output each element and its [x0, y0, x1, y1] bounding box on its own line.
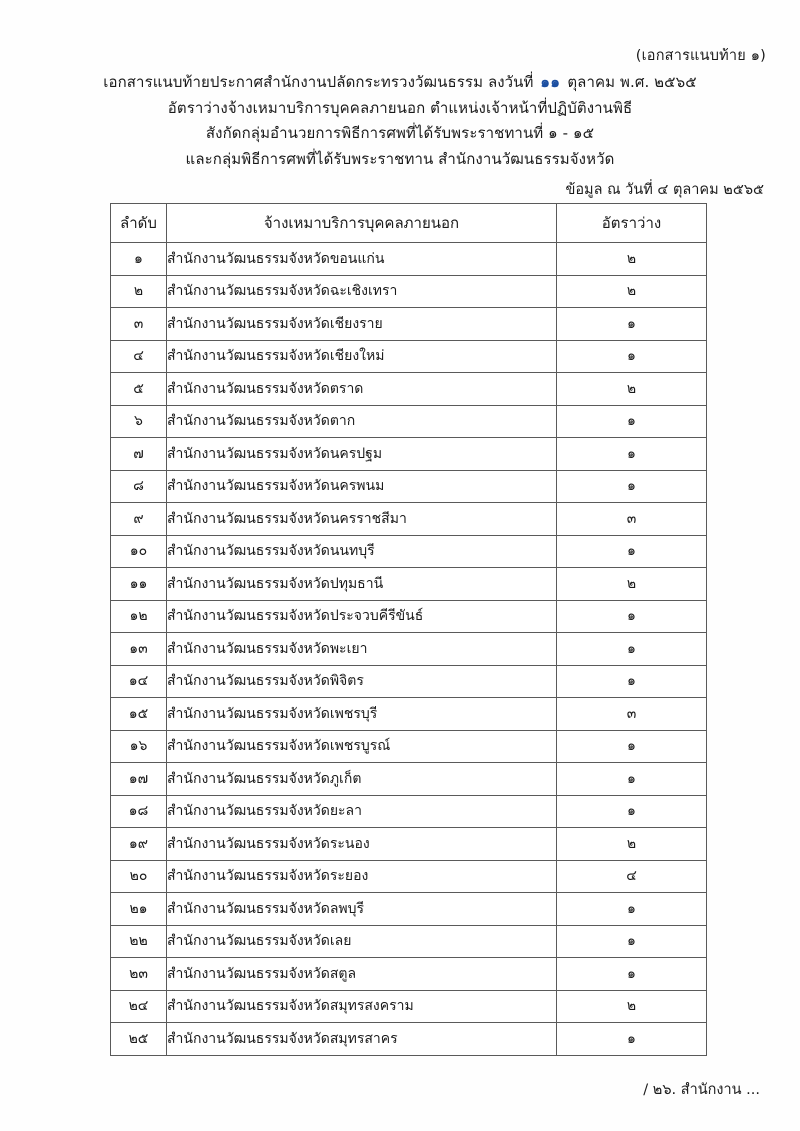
- table-row: [111, 958, 707, 991]
- cell-no: ๒๐: [111, 860, 167, 893]
- handwritten-date-number: ๑๑: [540, 73, 561, 91]
- table-row: [111, 990, 707, 1023]
- document-title-block: [0, 70, 800, 172]
- cell-vacancy-count: ๑: [557, 438, 707, 471]
- cell-office-name: สำนักงานวัฒนธรรมจังหวัดเชียงใหม่: [167, 340, 557, 373]
- cell-office-name: สำนักงานวัฒนธรรมจังหวัดฉะเชิงเทรา: [167, 275, 557, 308]
- cell-office-name: สำนักงานวัฒนธรรมจังหวัดสมุทรสาคร: [167, 1023, 557, 1056]
- cell-vacancy-count: ๑: [557, 340, 707, 373]
- table-row: [111, 503, 707, 536]
- cell-office-name: สำนักงานวัฒนธรรมจังหวัดสมุทรสงคราม: [167, 990, 557, 1023]
- cell-office-name: สำนักงานวัฒนธรรมจังหวัดขอนแก่น: [167, 243, 557, 276]
- cell-office-name: สำนักงานวัฒนธรรมจังหวัดเชียงราย: [167, 308, 557, 341]
- table-header-row: [111, 204, 707, 243]
- cell-office-name: สำนักงานวัฒนธรรมจังหวัดนครปฐม: [167, 438, 557, 471]
- cell-office-name: สำนักงานวัฒนธรรมจังหวัดเลย: [167, 925, 557, 958]
- cell-vacancy-count: ๑: [557, 535, 707, 568]
- cell-vacancy-count: ๑: [557, 308, 707, 341]
- title-line-4: และกลุ่มพิธีการศพที่ได้รับพระราชทาน สำนักงานวัฒนธรรมจังหวัด: [185, 149, 615, 168]
- cell-vacancy-count: ๓: [557, 698, 707, 731]
- cell-no: ๑๐: [111, 535, 167, 568]
- cell-vacancy-count: ๒: [557, 828, 707, 861]
- table-row: [111, 633, 707, 666]
- column-header-slots: อัตราว่าง: [557, 204, 707, 243]
- cell-no: ๓: [111, 308, 167, 341]
- table-row: [111, 698, 707, 731]
- table-row: [111, 568, 707, 601]
- table-row: [111, 438, 707, 471]
- cell-office-name: สำนักงานวัฒนธรรมจังหวัดสตูล: [167, 958, 557, 991]
- table-row: [111, 730, 707, 763]
- cell-no: ๙: [111, 503, 167, 536]
- cell-no: ๕: [111, 373, 167, 406]
- cell-vacancy-count: ๑: [557, 893, 707, 926]
- cell-no: ๒๕: [111, 1023, 167, 1056]
- title-line-2: อัตราว่างจ้างเหมาบริการบุคคลภายนอก ตำแหน่งเจ้าหน้าที่ปฏิบัติงานพิธี: [167, 98, 633, 117]
- cell-no: ๑๗: [111, 763, 167, 796]
- cell-vacancy-count: ๑: [557, 795, 707, 828]
- cell-vacancy-count: ๑: [557, 665, 707, 698]
- title-line-1-prefix: เอกสารแนบท้ายประกาศสำนักงานปลัดกระทรวงวัฒนธรรม ลงวันที่: [103, 73, 534, 91]
- table-row: [111, 308, 707, 341]
- cell-vacancy-count: ๒: [557, 373, 707, 406]
- cell-office-name: สำนักงานวัฒนธรรมจังหวัดนครราชสีมา: [167, 503, 557, 536]
- cell-vacancy-count: ๓: [557, 503, 707, 536]
- title-line-3: สังกัดกลุ่มอำนวยการพิธีการศพที่ได้รับพระราชทานที่ ๑ - ๑๕: [205, 124, 595, 142]
- cell-vacancy-count: ๑: [557, 730, 707, 763]
- footer-continuation-note: / ๒๖. สำนักงาน ...: [643, 1082, 760, 1098]
- title-line-1-suffix: ตุลาคม พ.ศ. ๒๕๖๕: [567, 73, 697, 91]
- table-row: [111, 340, 707, 373]
- table-row: [111, 275, 707, 308]
- cell-office-name: สำนักงานวัฒนธรรมจังหวัดพิจิตร: [167, 665, 557, 698]
- cell-no: ๖: [111, 405, 167, 438]
- cell-vacancy-count: ๑: [557, 470, 707, 503]
- table-row: [111, 373, 707, 406]
- table-row: [111, 600, 707, 633]
- table-row: [111, 763, 707, 796]
- cell-no: ๒๑: [111, 893, 167, 926]
- cell-office-name: สำนักงานวัฒนธรรมจังหวัดตราด: [167, 373, 557, 406]
- cell-vacancy-count: ๑: [557, 958, 707, 991]
- cell-no: ๔: [111, 340, 167, 373]
- cell-office-name: สำนักงานวัฒนธรรมจังหวัดเพชรบุรี: [167, 698, 557, 731]
- cell-no: ๑๒: [111, 600, 167, 633]
- cell-office-name: สำนักงานวัฒนธรรมจังหวัดยะลา: [167, 795, 557, 828]
- table-header: [111, 204, 707, 243]
- cell-no: ๑๙: [111, 828, 167, 861]
- cell-no: ๑๕: [111, 698, 167, 731]
- cell-vacancy-count: ๑: [557, 1023, 707, 1056]
- cell-office-name: สำนักงานวัฒนธรรมจังหวัดนนทบุรี: [167, 535, 557, 568]
- table-row: [111, 1023, 707, 1056]
- table-row: [111, 828, 707, 861]
- cell-office-name: สำนักงานวัฒนธรรมจังหวัดปทุมธานี: [167, 568, 557, 601]
- table-row: [111, 795, 707, 828]
- title-line-1: [0, 70, 800, 96]
- cell-no: ๒๓: [111, 958, 167, 991]
- cell-office-name: สำนักงานวัฒนธรรมจังหวัดภูเก็ต: [167, 763, 557, 796]
- cell-vacancy-count: ๑: [557, 763, 707, 796]
- data-as-of-date: ข้อมูล ณ วันที่ ๔ ตุลาคม ๒๕๖๕: [565, 182, 764, 198]
- cell-office-name: สำนักงานวัฒนธรรมจังหวัดระนอง: [167, 828, 557, 861]
- cell-no: ๘: [111, 470, 167, 503]
- table-row: [111, 243, 707, 276]
- cell-no: ๒๔: [111, 990, 167, 1023]
- cell-no: ๑๔: [111, 665, 167, 698]
- cell-no: ๑: [111, 243, 167, 276]
- table-row: [111, 893, 707, 926]
- cell-office-name: สำนักงานวัฒนธรรมจังหวัดเพชรบูรณ์: [167, 730, 557, 763]
- cell-office-name: สำนักงานวัฒนธรรมจังหวัดระยอง: [167, 860, 557, 893]
- cell-office-name: สำนักงานวัฒนธรรมจังหวัดพะเยา: [167, 633, 557, 666]
- cell-vacancy-count: ๒: [557, 568, 707, 601]
- column-header-no: ลำดับ: [111, 204, 167, 243]
- table-row: [111, 535, 707, 568]
- cell-office-name: สำนักงานวัฒนธรรมจังหวัดประจวบคีรีขันธ์: [167, 600, 557, 633]
- cell-vacancy-count: ๑: [557, 925, 707, 958]
- cell-vacancy-count: ๑: [557, 633, 707, 666]
- column-header-name: จ้างเหมาบริการบุคคลภายนอก: [167, 204, 557, 243]
- table-row: [111, 860, 707, 893]
- cell-vacancy-count: ๒: [557, 990, 707, 1023]
- cell-office-name: สำนักงานวัฒนธรรมจังหวัดตาก: [167, 405, 557, 438]
- cell-no: ๗: [111, 438, 167, 471]
- cell-no: ๑๖: [111, 730, 167, 763]
- cell-vacancy-count: ๑: [557, 405, 707, 438]
- cell-no: ๑๓: [111, 633, 167, 666]
- cell-vacancy-count: ๒: [557, 243, 707, 276]
- table-row: [111, 405, 707, 438]
- cell-vacancy-count: ๔: [557, 860, 707, 893]
- cell-office-name: สำนักงานวัฒนธรรมจังหวัดลพบุรี: [167, 893, 557, 926]
- table-row: [111, 925, 707, 958]
- cell-no: ๒๒: [111, 925, 167, 958]
- vacancy-table: [110, 203, 707, 1056]
- table-body: [111, 243, 707, 1056]
- attachment-label: (เอกสารแนบท้าย ๑): [635, 48, 766, 64]
- cell-vacancy-count: ๑: [557, 600, 707, 633]
- cell-no: ๑๘: [111, 795, 167, 828]
- cell-no: ๒: [111, 275, 167, 308]
- vacancy-table-wrapper: [110, 203, 706, 1056]
- table-row: [111, 665, 707, 698]
- cell-office-name: สำนักงานวัฒนธรรมจังหวัดนครพนม: [167, 470, 557, 503]
- cell-vacancy-count: ๒: [557, 275, 707, 308]
- cell-no: ๑๑: [111, 568, 167, 601]
- table-row: [111, 470, 707, 503]
